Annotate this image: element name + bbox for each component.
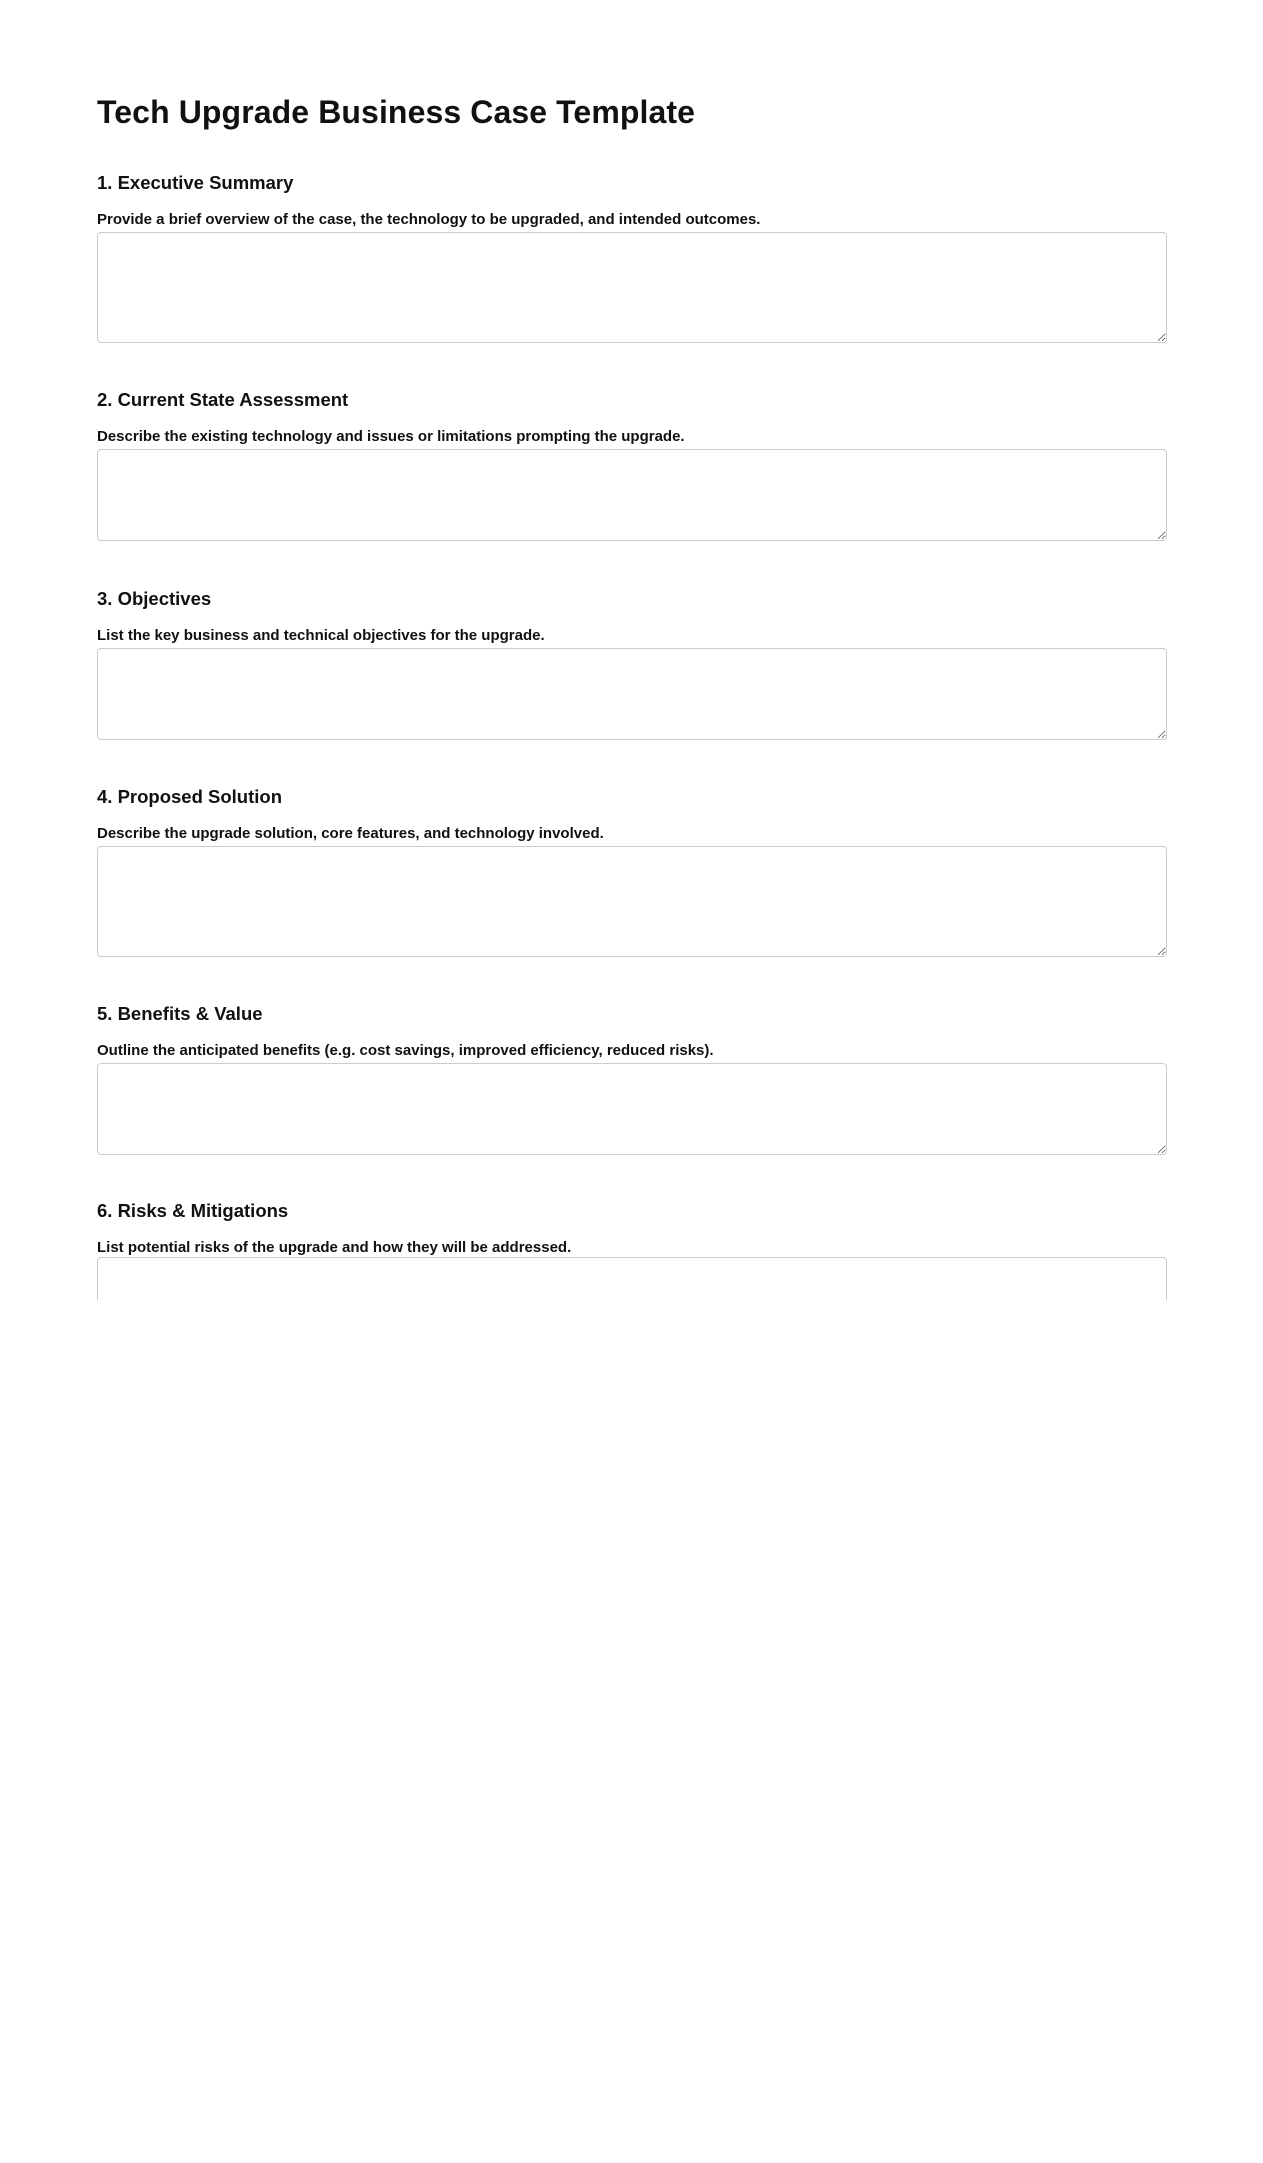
section-heading: 5. Benefits & Value [97,1003,263,1024]
benefits-textarea[interactable] [97,1063,1167,1155]
risks-textarea[interactable] [97,1257,1167,1300]
executive-summary-textarea[interactable] [97,232,1167,343]
section-heading: 6. Risks & Mitigations [97,1200,289,1221]
section-label: List the key business and technical objectives for the upgrade. [97,627,545,644]
objectives-textarea[interactable] [97,648,1167,740]
section-heading: 2. Current State Assessment [97,389,349,410]
section-label: Outline the anticipated benefits (e.g. cost savings, improved efficiency, reduced risks). [97,1042,714,1059]
section-label: Describe the existing technology and issues or limitations prompting the upgrade. [97,428,685,445]
current-state-textarea[interactable] [97,449,1167,541]
section-label: List potential risks of the upgrade and how they will be addressed. [97,1239,572,1256]
section-label: Describe the upgrade solution, core features, and technology involved. [97,825,604,842]
section-heading: 1. Executive Summary [97,172,294,193]
section-label: Provide a brief overview of the case, the technology to be upgraded, and intended outcomes. [97,211,761,228]
page-title: Tech Upgrade Business Case Template [97,94,696,130]
section-heading: 4. Proposed Solution [97,786,283,807]
section-heading: 3. Objectives [97,588,212,609]
proposed-solution-textarea[interactable] [97,846,1167,957]
